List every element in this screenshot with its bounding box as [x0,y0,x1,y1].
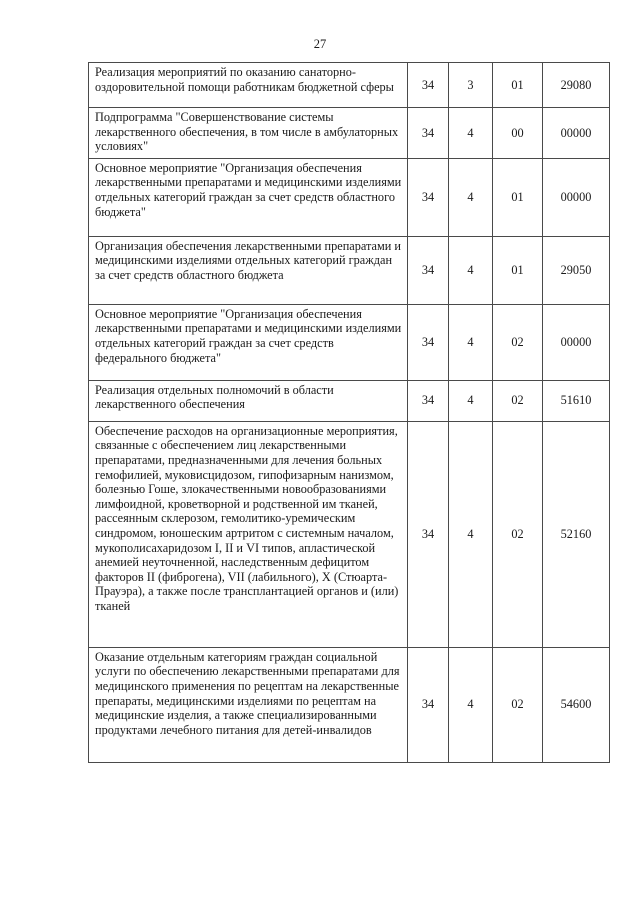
code-cell: 34 [408,380,449,421]
code-cell: 02 [493,380,543,421]
code-cell: 02 [493,421,543,647]
code-cell: 34 [408,236,449,304]
code-cell: 3 [449,63,493,108]
code-cell: 4 [449,158,493,236]
code-cell: 4 [449,236,493,304]
code-cell: 34 [408,304,449,380]
code-cell: 02 [493,647,543,762]
row-name-cell: Организация обеспечения лекарственными препаратами и медицинскими изделиями отдельных категорий граждан за счет средств областного бюджета [89,236,408,304]
table-row [89,236,610,304]
row-name-cell: Обеспечение расходов на организационные мероприятия, связанные с обеспечением лиц лекарственными препаратами, предназначенными для лечения больных гемофилией, муковисцидозом, гипофизарным нанизмом, болезнью Гоше, злокачественными новообразованиями лимфоидной, кроветворной и родственной им тканей, рассеянным склерозом, гемолитико-уремическим синдромом, юношеским артритом с системным началом, мукополисахаридозом I, II и VI типов, апластической анемией неуточненной, наследственным дефицитом факторов II (фиброгена), VII (лабильного), X (Стюарта-Прауэра), а также после трансплантацией органов и (или) тканей [89,421,408,647]
code-cell: 34 [408,421,449,647]
code-cell: 02 [493,304,543,380]
code-cell: 01 [493,158,543,236]
code-cell: 4 [449,380,493,421]
table-row [89,647,610,762]
table-row [89,158,610,236]
code-cell: 4 [449,421,493,647]
code-cell: 00000 [543,304,610,380]
table-row [89,304,610,380]
code-cell: 34 [408,63,449,108]
row-name-cell: Основное мероприятие "Организация обеспечения лекарственными препаратами и медицинскими изделиями отдельных категорий граждан за счет средств областного бюджета" [89,158,408,236]
page-number: 27 [313,37,327,51]
code-cell: 54600 [543,647,610,762]
row-name-cell: Оказание отдельным категориям граждан социальной услуги по обеспечению лекарственными препаратами для медицинского применения по рецептам на лекарственные препараты, медицинскими изделиями по рецептам на медицинские изделия, а также специализированными продуктами лечебного питания для детей-инвалидов [89,647,408,762]
code-cell: 4 [449,647,493,762]
table-row [89,108,610,159]
code-cell: 29080 [543,63,610,108]
budget-classification-table [88,62,610,763]
code-cell: 4 [449,304,493,380]
code-cell: 00000 [543,158,610,236]
row-name-cell: Реализация мероприятий по оказанию санаторно-оздоровительной помощи работникам бюджетной сферы [89,63,408,108]
code-cell: 01 [493,236,543,304]
row-name-cell: Реализация отдельных полномочий в области лекарственного обеспечения [89,380,408,421]
code-cell: 00 [493,108,543,159]
code-cell: 4 [449,108,493,159]
code-cell: 01 [493,63,543,108]
code-cell: 29050 [543,236,610,304]
row-name-cell: Подпрограмма "Совершенствование системы лекарственного обеспечения, в том числе в амбулаторных условиях" [89,108,408,159]
table-row [89,63,610,108]
code-cell: 34 [408,158,449,236]
row-name-cell: Основное мероприятие "Организация обеспечения лекарственными препаратами и медицинскими изделиями отдельных категорий граждан за счет средств федерального бюджета" [89,304,408,380]
code-cell: 00000 [543,108,610,159]
code-cell: 34 [408,647,449,762]
code-cell: 51610 [543,380,610,421]
code-cell: 52160 [543,421,610,647]
code-cell: 34 [408,108,449,159]
table-row [89,421,610,647]
table-row [89,380,610,421]
